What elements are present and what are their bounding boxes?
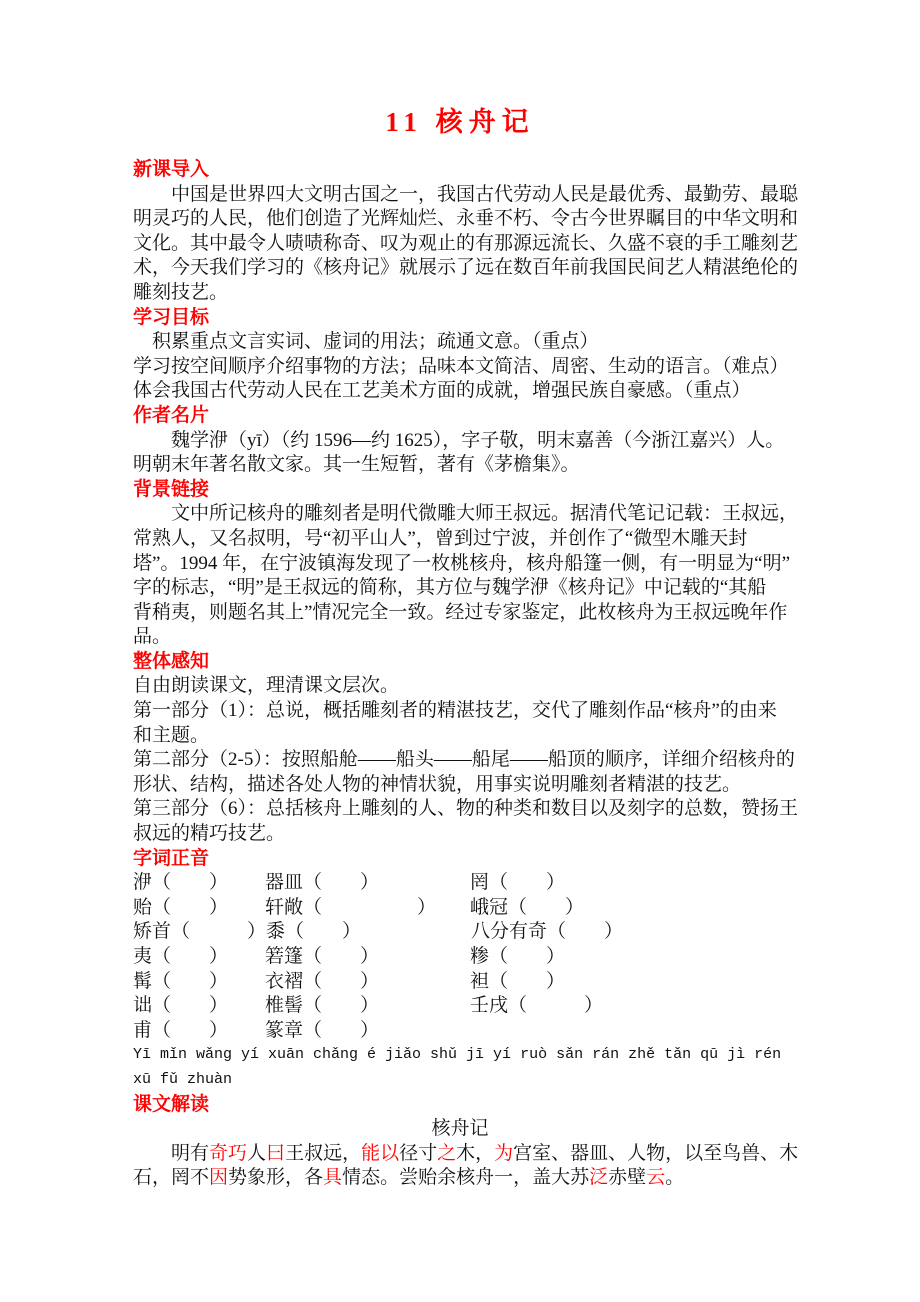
emphasized-red-char: 曰 [266,1142,286,1164]
section-heading-author: 作者名片 [133,404,210,426]
paragraph-line: 塔”。1994 年，在宁波镇海发现了一枚桃核舟，核舟船篷一侧，有一明显为“明” [133,552,791,574]
section-heading-phonics: 字词正音 [133,847,210,869]
page-title: 11 核舟记 [385,107,535,137]
text-run: 宫室、器皿、人物，以至鸟兽、木 [513,1142,799,1164]
pinyin-line: xū fǔ zhuàn [133,1070,233,1088]
paragraph-line: 和主题。 [133,724,210,746]
phonics-cell: 罔（ ） [470,872,566,894]
phonics-cell: 髯（ ） [133,970,229,992]
section-heading-intro: 新课导入 [133,159,210,180]
phonics-cell: 洢（ ） [133,872,229,894]
emphasized-red-char: 因 [209,1167,229,1189]
text-run: 。 [665,1167,685,1189]
phonics-row [133,945,787,970]
text-run: 情态。尝贻余核舟一，盖大苏 [342,1167,590,1189]
phonics-cell: 贻（ ） [133,896,229,918]
text-run: 明有 [133,1142,210,1164]
paragraph-line: 第一部分（1）：总说，概括雕刻者的精湛技艺，交代了雕刻作品“核舟”的由来 [133,700,777,722]
paragraph-line: 文化。其中最令人啧啧称奇、叹为观止的有那源远流长、久盛不衰的手工雕刻艺 [133,232,799,254]
section-new-lesson-intro [133,158,799,306]
paragraph-line: 术，今天我们学习的《核舟记》就展示了远在数百年前我国民间艺人精湛绝伦的 [133,257,799,279]
text-run: 人 [247,1142,267,1164]
section-text-interpretation [133,1093,799,1191]
paragraph-line: 字的标志，“明”是王叔远的简称，其方位与魏学洢《核舟记》中记载的“其船 [133,577,767,599]
paragraph-line: 第三部分（6）：总括核舟上雕刻的人、物的种类和数目以及刻字的总数，赞扬王 [133,798,799,820]
paragraph-line: 雕刻技艺。 [133,281,229,303]
phonics-cell: 篆章（ ） [265,1019,380,1041]
emphasized-red-char: 泛 [589,1167,609,1189]
annotated-text-line [133,1166,787,1191]
text-run: 赤壁 [608,1167,647,1189]
pinyin-line: Yī mǐn wǎng yí xuān chǎng é jiǎo shǔ jī yí ruò sǎn rán zhě tǎn qū jì rén [133,1046,782,1064]
section-background-link [133,478,799,650]
paragraph-line: 形状、结构，描述各处人物的神情状貌，用事实说明雕刻者精湛的技艺。 [133,773,742,795]
text-run: 径寸 [399,1142,438,1164]
phonics-cell: 壬戌（ ） [470,995,604,1017]
reading-subtitle: 核舟记 [431,1118,489,1140]
emphasized-red-char: 能以 [361,1142,400,1164]
paragraph-line: 明朝末年著名散文家。其一生短暂，著有《茅檐集》。 [133,454,580,476]
objective-line: 学习按空间顺序介绍事物的方法；品味本文简洁、周密、生动的语言。（难点） [133,355,789,377]
phonics-cell: 峨冠（ ） [470,896,585,918]
text-run: 王叔远， [285,1142,362,1164]
paragraph-line: 文中所记核舟的雕刻者是明代微雕大师王叔远。据清代笔记记载：王叔远， [133,503,799,525]
phonics-row [133,994,787,1019]
emphasized-red-char: 奇巧 [209,1142,248,1164]
text-run: 石，罔不 [133,1167,210,1189]
phonics-cell: 衣褶（ ） [265,970,380,992]
phonics-row [133,871,787,896]
phonics-cell: 器皿（ ） [265,872,380,894]
phonics-cell: 黍（ ） [266,921,362,943]
paragraph-line: 品。 [133,626,172,648]
section-heading-background: 背景链接 [133,478,210,500]
phonics-cell: 矫首（ ） [133,921,267,943]
emphasized-red-char: 云 [646,1167,666,1189]
phonics-row [133,920,787,945]
emphasized-red-char: 为 [494,1142,514,1164]
phonics-row [133,1019,787,1044]
paragraph-line: 背稍夷，则题名其上”情况完全一致。经过专家鉴定，此枚核舟为王叔远晚年作 [133,601,788,623]
phonics-cell: 八分有奇（ ） [471,921,624,943]
paragraph-line: 第二部分（2-5）：按照船舱——船头——船尾——船顶的顺序，详细介绍核舟的 [133,749,795,771]
phonics-row [133,896,787,921]
phonics-row [133,970,787,995]
annotated-text-line [133,1142,799,1167]
phonics-cell: 糁（ ） [470,946,566,967]
paragraph-line: 魏学洢（yī）（约 1596—约 1625），字子敬，明末嘉善（今浙江嘉兴）人。 [133,429,785,451]
text-run: 木， [456,1142,495,1164]
phonics-cell: 甫（ ） [133,1019,229,1041]
section-heading-overview: 整体感知 [133,650,210,672]
phonics-cell: 箬篷（ ） [265,946,380,967]
section-word-pronunciation [133,847,787,1093]
paragraph-line: 自由朗读课文，理清课文层次。 [133,675,400,697]
phonics-cell: 夷（ ） [133,946,229,967]
phonics-cell: 袒（ ） [470,970,566,992]
emphasized-red-char: 之 [437,1142,457,1164]
text-run: 势象形，各 [228,1167,324,1189]
emphasized-red-char: 具 [323,1167,343,1189]
objective-line: 体会我国古代劳动人民在工艺美术方面的成就，增强民族自豪感。（重点） [133,380,751,402]
section-overall-perception [133,650,799,847]
paragraph-line: 叔远的精巧技艺。 [133,823,286,845]
objective-line: 积累重点文言实词、虚词的用法；疏通文意。（重点） [133,331,599,353]
paragraph-line: 中国是世界四大文明古国之一，我国古代劳动人民是最优秀、最勤劳、最聪 [133,183,799,205]
paragraph-line: 明灵巧的人民，他们创造了光辉灿烂、永垂不朽、令古今世界瞩目的中华文明和 [133,208,799,230]
phonics-cell: 诎（ ） [133,995,229,1017]
phonics-cell: 轩敞（ ） [265,896,437,918]
section-heading-reading: 课文解读 [133,1093,210,1115]
section-author-profile [133,404,787,478]
section-learning-objectives [133,306,787,404]
paragraph-line: 常熟人，又名叔明，号“初平山人”，曾到过宁波，并创作了“微型木雕天封 [133,527,748,549]
phonics-cell: 椎髻（ ） [265,995,380,1017]
section-heading-objectives: 学习目标 [133,306,210,328]
